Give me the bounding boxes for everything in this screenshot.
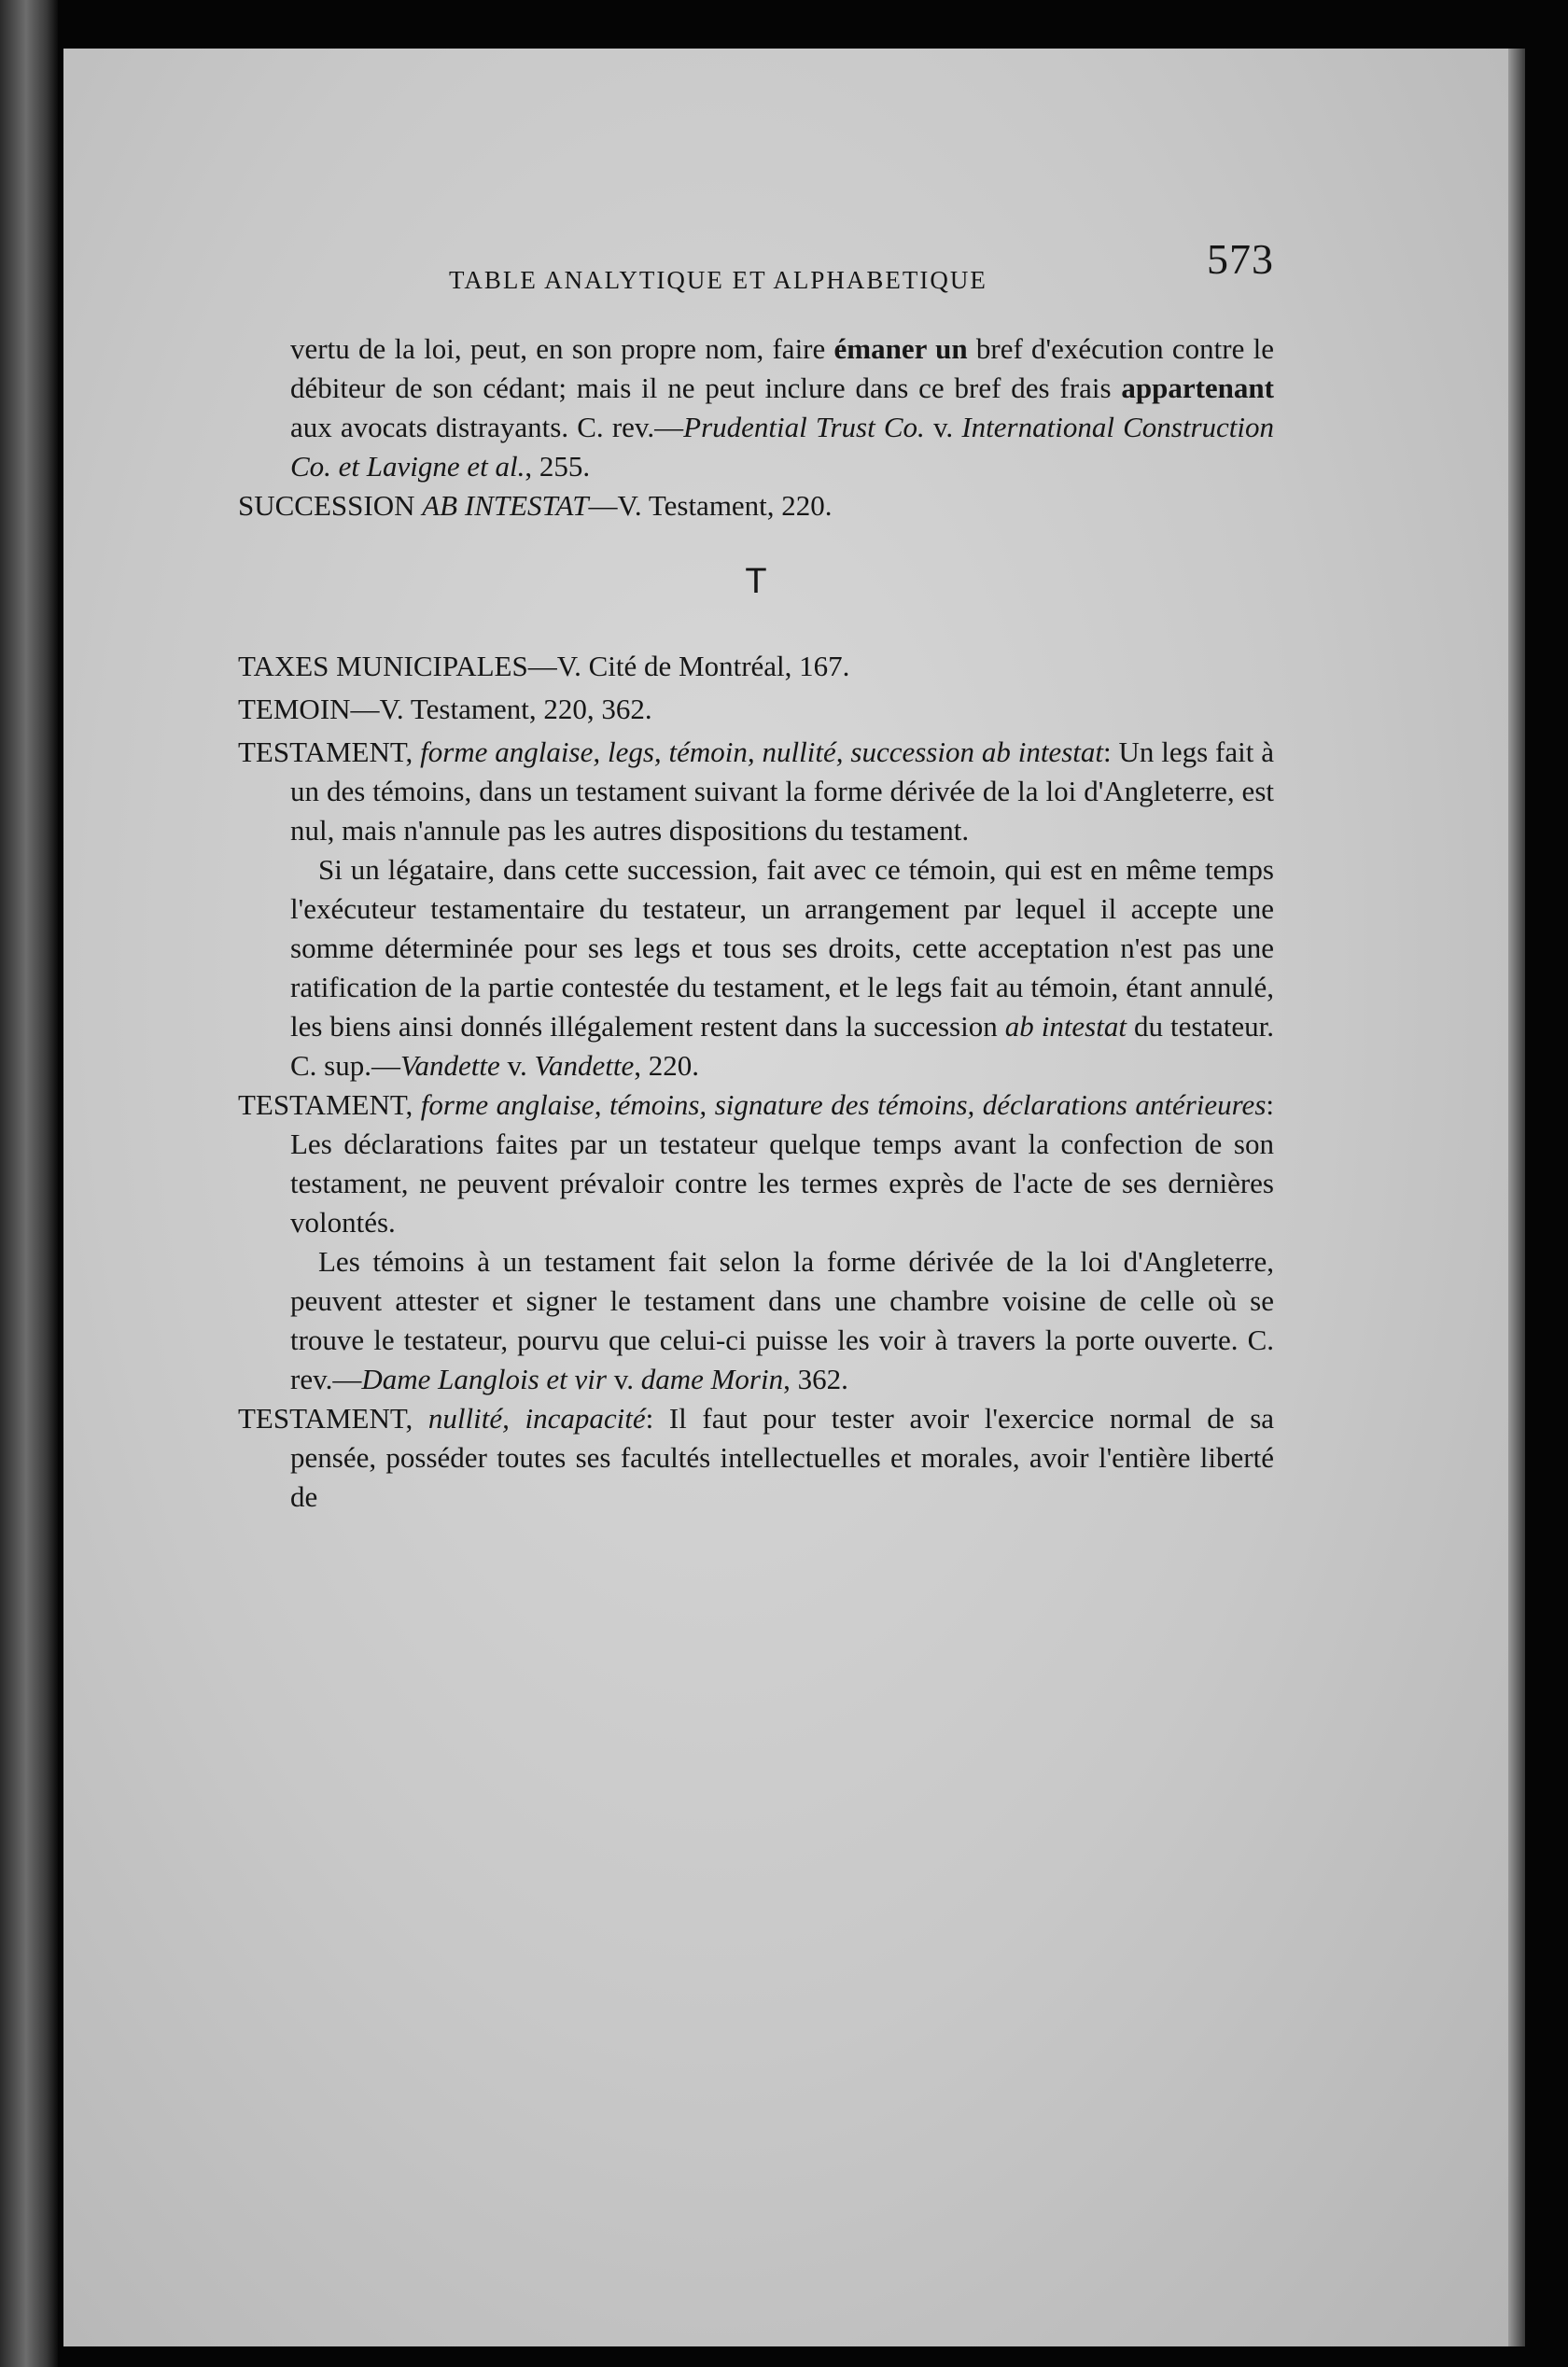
entry-testament-3	[238, 1399, 1274, 1517]
entry-testament-2-para2	[238, 1242, 1274, 1399]
text: , 255.	[525, 450, 591, 483]
text: Si un légataire, dans cette succession, fait avec ce témoin, qui est en même temps l'exécuteur testamentaire du testateur, un arrangement par lequel il accepte une somme déterminée pour ses legs et tous ses droits, cette acceptation n'est pas une ratification de la partie contestée du testament, et le legs fait au témoin, étant annulé, les biens ainsi donnés illégalement restent dans la succession	[290, 853, 1274, 1043]
italic-text: ab intestat	[1004, 1010, 1127, 1043]
case-name: dame Morin	[640, 1363, 784, 1395]
entry-head: TESTAMENT,	[238, 1088, 421, 1121]
text: du testateur. C. sup.—	[290, 1010, 1274, 1082]
text: v.	[499, 1049, 535, 1082]
text: Les témoins à un testament fait selon la forme dérivée de la loi d'Angleterre, peuvent attester et signer le testament dans une chambre voisine de celle où se trouve le testateur, pourvu que celui-ci puisse les voir à travers la porte ouverte. C. rev.—	[290, 1245, 1274, 1395]
text: , 220.	[634, 1049, 699, 1082]
page-number: 573	[1207, 235, 1274, 283]
text: v.	[606, 1363, 641, 1395]
entry-head-italic: nullité, incapacité	[427, 1402, 646, 1435]
case-name: Vandette	[400, 1049, 500, 1082]
page-text	[238, 235, 1275, 1517]
entry-testament-1-para2	[238, 850, 1274, 1085]
entry-head: TESTAMENT,	[238, 735, 421, 768]
text: bref d'exécution contre le débiteur de son cédant; mais il ne peut inclure dans ce bref des frais	[290, 332, 1275, 404]
entry-succession	[238, 486, 1274, 525]
case-name: Vandette	[534, 1049, 635, 1082]
entry-head: TESTAMENT,	[238, 1402, 428, 1435]
entry-temoin: TEMOIN—V. Testament, 220, 362.	[238, 693, 652, 725]
continued-entry	[238, 329, 1274, 486]
section-letter: T	[745, 562, 767, 601]
case-name: Prudential Trust Co.	[683, 411, 925, 443]
text: : Il faut pour tester avoir l'exercice normal de sa pensée, posséder toutes ses facultés intellectuelles et morales, avoir l'entière liberté de	[290, 1402, 1275, 1513]
entry-testament-1	[238, 733, 1274, 850]
text: vertu de la loi, peut, en son propre nom, faire	[290, 332, 834, 365]
text: aux avocats distrayants. C. rev.—	[290, 411, 684, 443]
case-name: Dame Langlois et vir	[361, 1363, 607, 1395]
entry-head-italic: AB INTESTAT	[422, 489, 589, 522]
adjacent-page-edge	[0, 0, 58, 2367]
entry-taxes: TAXES MUNICIPALES—V. Cité de Montréal, 167.	[238, 650, 850, 682]
bold-text: émaner un	[833, 332, 968, 365]
text: , 362.	[783, 1363, 848, 1395]
entry-testament-2	[238, 1085, 1274, 1242]
entry-head-italic: forme anglaise, legs, témoin, nullité, succession ab intestat	[420, 735, 1103, 768]
case-name: International Construction Co. et Lavigne et al.	[290, 411, 1275, 483]
text: : Un legs fait à un des témoins, dans un testament suivant la forme dérivée de la loi d'Angleterre, est nul, mais n'annule pas les autres dispositions du testament.	[290, 735, 1274, 847]
text: —V. Testament, 220.	[588, 489, 833, 522]
running-title: TABLE ANALYTIQUE ET ALPHABETIQUE	[449, 266, 987, 294]
page-edge-shadow	[1508, 49, 1525, 2346]
entry-head: SUCCESSION	[238, 489, 423, 522]
running-header	[238, 235, 1274, 303]
entry-head-italic: forme anglaise, témoins, signature des témoins, déclarations antérieures	[420, 1088, 1267, 1121]
bold-text: appartenant	[1121, 371, 1274, 404]
text: v.	[924, 411, 962, 443]
text: : Les déclarations faites par un testateur quelque temps avant la confection de son testament, ne peuvent prévaloir contre les termes exprès de l'acte de ses dernières volontés.	[290, 1088, 1275, 1239]
